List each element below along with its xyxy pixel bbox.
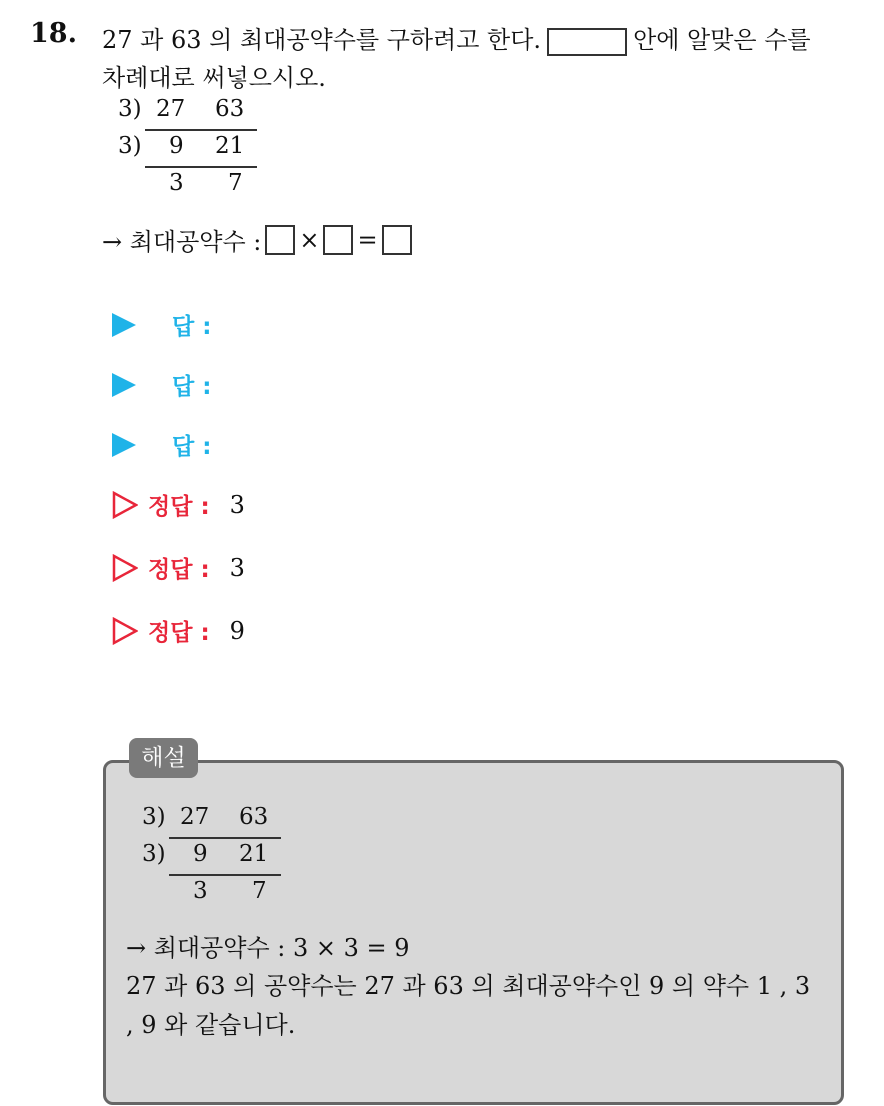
answer-row: [112, 308, 211, 341]
question-text-after-box: 안에 알맞은 수를: [633, 26, 811, 54]
divisor: 3): [118, 133, 142, 159]
correct-value: 3: [229, 490, 245, 519]
division-value: 27: [180, 804, 210, 830]
correct-answer-row: [112, 614, 245, 647]
divisor: 3): [142, 804, 166, 830]
correct-value: 9: [229, 616, 245, 645]
triangle-outline-icon: [112, 491, 138, 519]
division-value: 21: [215, 133, 245, 159]
correct-value: 3: [229, 553, 245, 582]
correct-label: 정답 :: [148, 557, 210, 583]
answer-row: [112, 368, 211, 401]
question-line-1: [102, 20, 811, 56]
triangle-outline-icon: [112, 617, 138, 645]
explanation-text-line-1: 27 과 63 의 공약수는 27 과 63 의 최대공약수인 9 의 약수 1 , 3: [126, 972, 811, 1000]
division-row: [142, 878, 292, 915]
gcd-prefix: → 최대공약수 :: [102, 228, 262, 256]
division-value: 3: [193, 878, 208, 904]
correct-label: 정답 :: [148, 620, 210, 646]
division-row: [118, 96, 268, 133]
answer-row: [112, 428, 211, 461]
division-line: [145, 166, 257, 168]
blank-box: [265, 225, 295, 255]
division-row: [142, 841, 292, 878]
division-line: [169, 874, 281, 876]
blank-box: [382, 225, 412, 255]
division-value: 63: [215, 96, 245, 122]
correct-label: 정답 :: [148, 494, 210, 520]
blank-box: [547, 28, 627, 56]
division-value: 21: [239, 841, 269, 867]
division-row: [118, 170, 268, 207]
division-value: 7: [228, 170, 243, 196]
division-value: 9: [193, 841, 208, 867]
answer-label: 답 :: [172, 314, 212, 340]
question-text-before-box: 27 과 63 의 최대공약수를 구하려고 한다.: [102, 26, 542, 54]
answer-label: 답 :: [172, 374, 212, 400]
division-row: [118, 133, 268, 170]
question-line-2: 차례대로 써넣으시오.: [102, 64, 326, 92]
gcd-blank-line: [102, 222, 412, 257]
question-number: 18.: [30, 18, 77, 49]
division-value: 63: [239, 804, 269, 830]
play-triangle-icon: [112, 373, 136, 397]
division-line: [145, 129, 257, 131]
division-ladder: [118, 96, 268, 207]
explanation-tab: 해설: [129, 738, 198, 778]
divisor: 3): [118, 96, 142, 122]
explanation-text-line-2: , 9 와 같습니다.: [126, 1011, 296, 1039]
triangle-outline-icon: [112, 554, 138, 582]
correct-answer-row: [112, 488, 245, 521]
division-value: 3: [169, 170, 184, 196]
division-value: 9: [169, 133, 184, 159]
blank-box: [323, 225, 353, 255]
division-line: [169, 837, 281, 839]
equals-sign: =: [357, 225, 378, 254]
times-sign: ×: [299, 225, 320, 254]
answer-label: 답 :: [172, 434, 212, 460]
explanation-division-ladder: [142, 804, 292, 915]
correct-answer-row: [112, 551, 245, 584]
division-value: 7: [252, 878, 267, 904]
play-triangle-icon: [112, 313, 136, 337]
divisor: 3): [142, 841, 166, 867]
division-value: 27: [156, 96, 186, 122]
explanation-gcd: → 최대공약수 : 3 × 3 = 9: [126, 934, 410, 962]
play-triangle-icon: [112, 433, 136, 457]
division-row: [142, 804, 292, 841]
